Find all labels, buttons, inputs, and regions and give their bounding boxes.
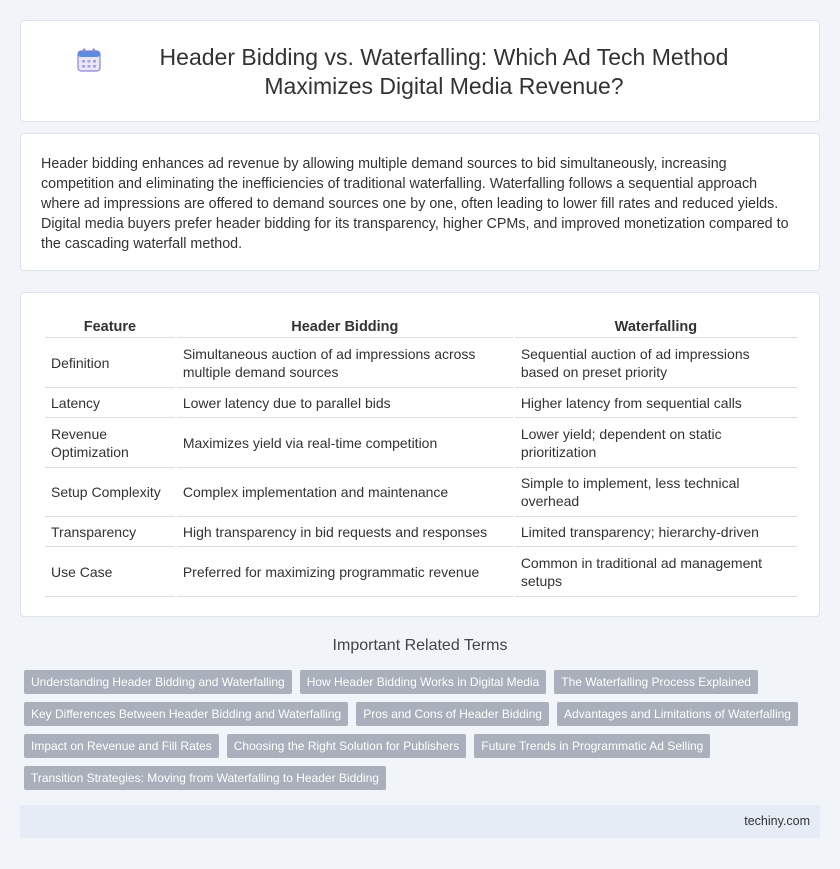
table-row bbox=[45, 517, 797, 547]
table-row bbox=[45, 418, 797, 468]
header-bidding-cell: Complex implementation and maintenance bbox=[177, 468, 513, 517]
waterfalling-cell: Higher latency from sequential calls bbox=[515, 388, 797, 418]
related-term-tag[interactable]: Transition Strategies: Moving from Waterfalling to Header Bidding bbox=[24, 766, 386, 790]
related-term-tag[interactable]: Pros and Cons of Header Bidding bbox=[356, 702, 549, 726]
feature-cell: Latency bbox=[45, 388, 175, 418]
related-term-tag[interactable]: Future Trends in Programmatic Ad Selling bbox=[474, 734, 710, 758]
table-row bbox=[45, 388, 797, 418]
title-card bbox=[20, 20, 820, 122]
tag-row bbox=[24, 734, 824, 758]
header-bidding-cell: Lower latency due to parallel bids bbox=[177, 388, 513, 418]
related-terms-title: Important Related Terms bbox=[332, 637, 508, 654]
intro-paragraph: Header bidding enhances ad revenue by allowing multiple demand sources to bid simultaneously, increasing competition and eliminating the inefficiencies of traditional waterfalling. Waterfalling follows a sequential approach where ad impressions are offered to demand sources one by one, often leading to lower fill rates and reduced yields. Digital media buyers prefer header bidding for its transparency, higher CPMs, and improved monetization compared to the cascading waterfall method. bbox=[41, 156, 789, 252]
header-waterfalling: Waterfalling bbox=[515, 315, 797, 338]
waterfalling-cell: Common in traditional ad management setups bbox=[515, 547, 797, 597]
header-header-bidding: Header Bidding bbox=[177, 315, 513, 338]
related-term-tag[interactable]: How Header Bidding Works in Digital Media bbox=[300, 670, 547, 694]
comparison-table bbox=[43, 315, 799, 597]
table-row bbox=[45, 338, 797, 388]
table-header-row bbox=[45, 315, 797, 338]
header-bidding-cell: Maximizes yield via real-time competition bbox=[177, 418, 513, 468]
related-terms-list bbox=[24, 670, 824, 798]
tag-row bbox=[24, 670, 824, 694]
comparison-card bbox=[20, 292, 820, 617]
waterfalling-cell: Simple to implement, less technical overhead bbox=[515, 468, 797, 517]
feature-cell: Definition bbox=[45, 338, 175, 388]
header-bidding-cell: Simultaneous auction of ad impressions across multiple demand sources bbox=[177, 338, 513, 388]
related-term-tag[interactable]: Choosing the Right Solution for Publishers bbox=[227, 734, 466, 758]
intro-card bbox=[20, 133, 820, 271]
related-term-tag[interactable]: Impact on Revenue and Fill Rates bbox=[24, 734, 219, 758]
calendar-icon bbox=[76, 47, 102, 73]
feature-cell: Transparency bbox=[45, 517, 175, 547]
feature-cell: Revenue Optimization bbox=[45, 418, 175, 468]
waterfalling-cell: Limited transparency; hierarchy-driven bbox=[515, 517, 797, 547]
related-term-tag[interactable]: Key Differences Between Header Bidding and Waterfalling bbox=[24, 702, 348, 726]
waterfalling-cell: Sequential auction of ad impressions based on preset priority bbox=[515, 338, 797, 388]
related-term-tag[interactable]: The Waterfalling Process Explained bbox=[554, 670, 758, 694]
header-bidding-cell: Preferred for maximizing programmatic revenue bbox=[177, 547, 513, 597]
table-row bbox=[45, 468, 797, 517]
footer bbox=[20, 805, 820, 838]
footer-site-link[interactable]: techiny.com bbox=[744, 814, 810, 828]
related-term-tag[interactable]: Advantages and Limitations of Waterfalling bbox=[557, 702, 798, 726]
header-feature: Feature bbox=[45, 315, 175, 338]
feature-cell: Setup Complexity bbox=[45, 468, 175, 517]
waterfalling-cell: Lower yield; dependent on static prioritization bbox=[515, 418, 797, 468]
tag-row bbox=[24, 766, 824, 790]
header-bidding-cell: High transparency in bid requests and responses bbox=[177, 517, 513, 547]
tag-row bbox=[24, 702, 824, 726]
page-title: Header Bidding vs. Waterfalling: Which Ad Tech Method Maximizes Digital Media Revenue? bbox=[159, 44, 729, 99]
related-term-tag[interactable]: Understanding Header Bidding and Waterfalling bbox=[24, 670, 292, 694]
feature-cell: Use Case bbox=[45, 547, 175, 597]
table-row bbox=[45, 547, 797, 597]
